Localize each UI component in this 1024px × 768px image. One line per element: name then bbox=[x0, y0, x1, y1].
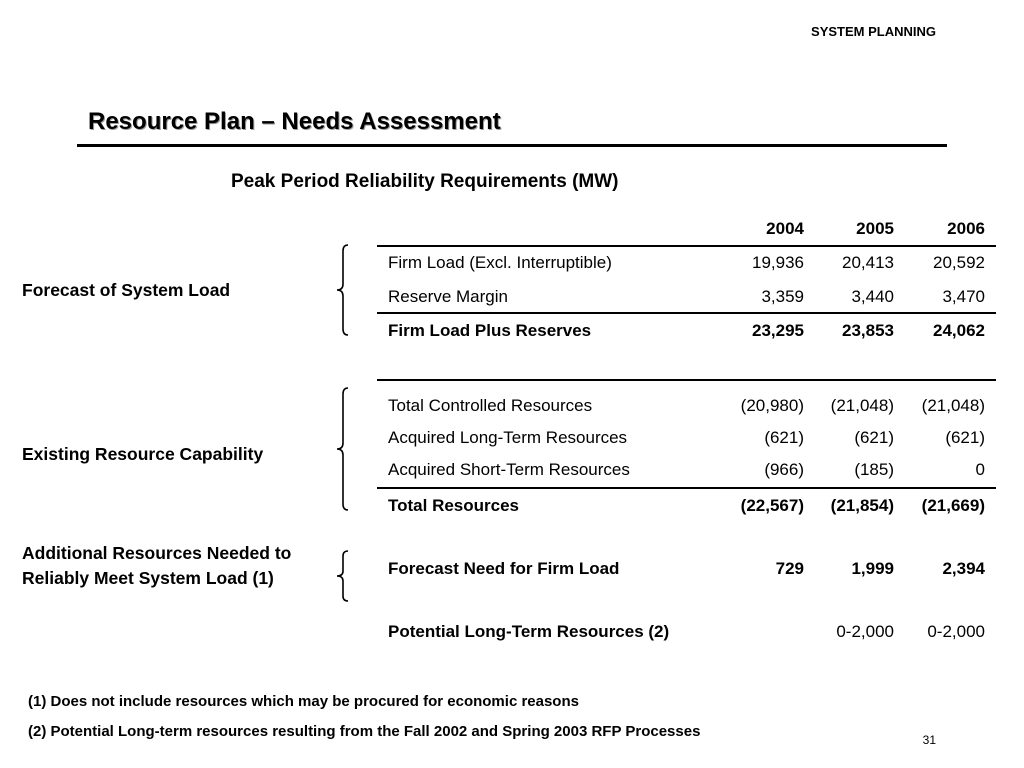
firm-load-2004: 19,936 bbox=[752, 253, 804, 272]
row-label-reserve-margin: Reserve Margin bbox=[388, 287, 508, 306]
row-label-potential-long-term: Potential Long-Term Resources (2) bbox=[388, 622, 670, 641]
reserve-margin-2005: 3,440 bbox=[851, 287, 894, 306]
row-label-total-controlled: Total Controlled Resources bbox=[388, 396, 593, 415]
row-label-acquired-long-term: Acquired Long-Term Resources bbox=[388, 428, 628, 447]
footnote-2: (2) Potential Long-term resources resulting from the Fall 2002 and Spring 2003 RFP Processes bbox=[28, 723, 701, 740]
forecast-need-2004: 729 bbox=[775, 559, 804, 578]
acquired-long-term-2006: (621) bbox=[945, 428, 985, 447]
year-header-2006: 2006 bbox=[947, 219, 985, 238]
potential-long-term-2005: 0-2,000 bbox=[836, 622, 894, 641]
group-label-forecast: Forecast of System Load bbox=[22, 280, 231, 300]
firm-load-plus-reserves-2005: 23,853 bbox=[842, 321, 894, 340]
firm-load-plus-reserves-2006: 24,062 bbox=[933, 321, 985, 340]
row-label-firm-load: Firm Load (Excl. Interruptible) bbox=[388, 253, 612, 272]
firm-load-2005: 20,413 bbox=[842, 253, 894, 272]
row-label-forecast-need: Forecast Need for Firm Load bbox=[388, 559, 620, 578]
total-resources-2006: (21,669) bbox=[921, 496, 985, 515]
acquired-long-term-2005: (621) bbox=[854, 428, 894, 447]
acquired-long-term-2004: (621) bbox=[764, 428, 804, 447]
potential-long-term-2006: 0-2,000 bbox=[927, 622, 985, 641]
brace-existing bbox=[334, 387, 356, 511]
total-controlled-2006: (21,048) bbox=[921, 396, 985, 415]
reserve-margin-2004: 3,359 bbox=[761, 287, 804, 306]
group-label-additional-line2: Reliably Meet System Load (1) bbox=[22, 568, 274, 588]
group-label-existing: Existing Resource Capability bbox=[22, 444, 264, 464]
brace-forecast bbox=[334, 244, 356, 336]
acquired-short-term-2005: (185) bbox=[854, 460, 894, 479]
existing-subtotal-rule bbox=[377, 487, 996, 489]
reserve-margin-2006: 3,470 bbox=[942, 287, 985, 306]
page-title: Resource Plan – Needs Assessment bbox=[88, 108, 501, 135]
row-label-total-resources: Total Resources bbox=[388, 496, 520, 515]
forecast-subtotal-rule bbox=[377, 312, 996, 314]
firm-load-plus-reserves-2004: 23,295 bbox=[752, 321, 804, 340]
group-label-additional-line1: Additional Resources Needed to bbox=[22, 543, 292, 563]
year-header-2005: 2005 bbox=[856, 219, 894, 238]
table-subtitle: Peak Period Reliability Requirements (MW) bbox=[231, 171, 619, 192]
firm-load-2006: 20,592 bbox=[933, 253, 985, 272]
potential-long-term-2004 bbox=[704, 621, 804, 643]
acquired-short-term-2006: 0 bbox=[975, 460, 985, 479]
forecast-need-2005: 1,999 bbox=[851, 559, 894, 578]
existing-top-rule bbox=[377, 379, 996, 381]
title-underline bbox=[77, 144, 947, 147]
header-rule bbox=[377, 245, 996, 247]
row-label-acquired-short-term: Acquired Short-Term Resources bbox=[388, 460, 630, 479]
total-controlled-2004: (20,980) bbox=[740, 396, 804, 415]
forecast-need-2006: 2,394 bbox=[942, 559, 985, 578]
brace-additional bbox=[334, 550, 356, 602]
footnote-1: (1) Does not include resources which may be procured for economic reasons bbox=[28, 693, 579, 710]
total-resources-2004: (22,567) bbox=[740, 496, 804, 515]
row-label-firm-load-plus-reserves: Firm Load Plus Reserves bbox=[388, 321, 592, 340]
total-controlled-2005: (21,048) bbox=[830, 396, 894, 415]
section-header: SYSTEM PLANNING bbox=[811, 24, 936, 39]
page-number: 31 bbox=[922, 733, 936, 747]
acquired-short-term-2004: (966) bbox=[764, 460, 804, 479]
total-resources-2005: (21,854) bbox=[830, 496, 894, 515]
year-header-2004: 2004 bbox=[766, 219, 804, 238]
